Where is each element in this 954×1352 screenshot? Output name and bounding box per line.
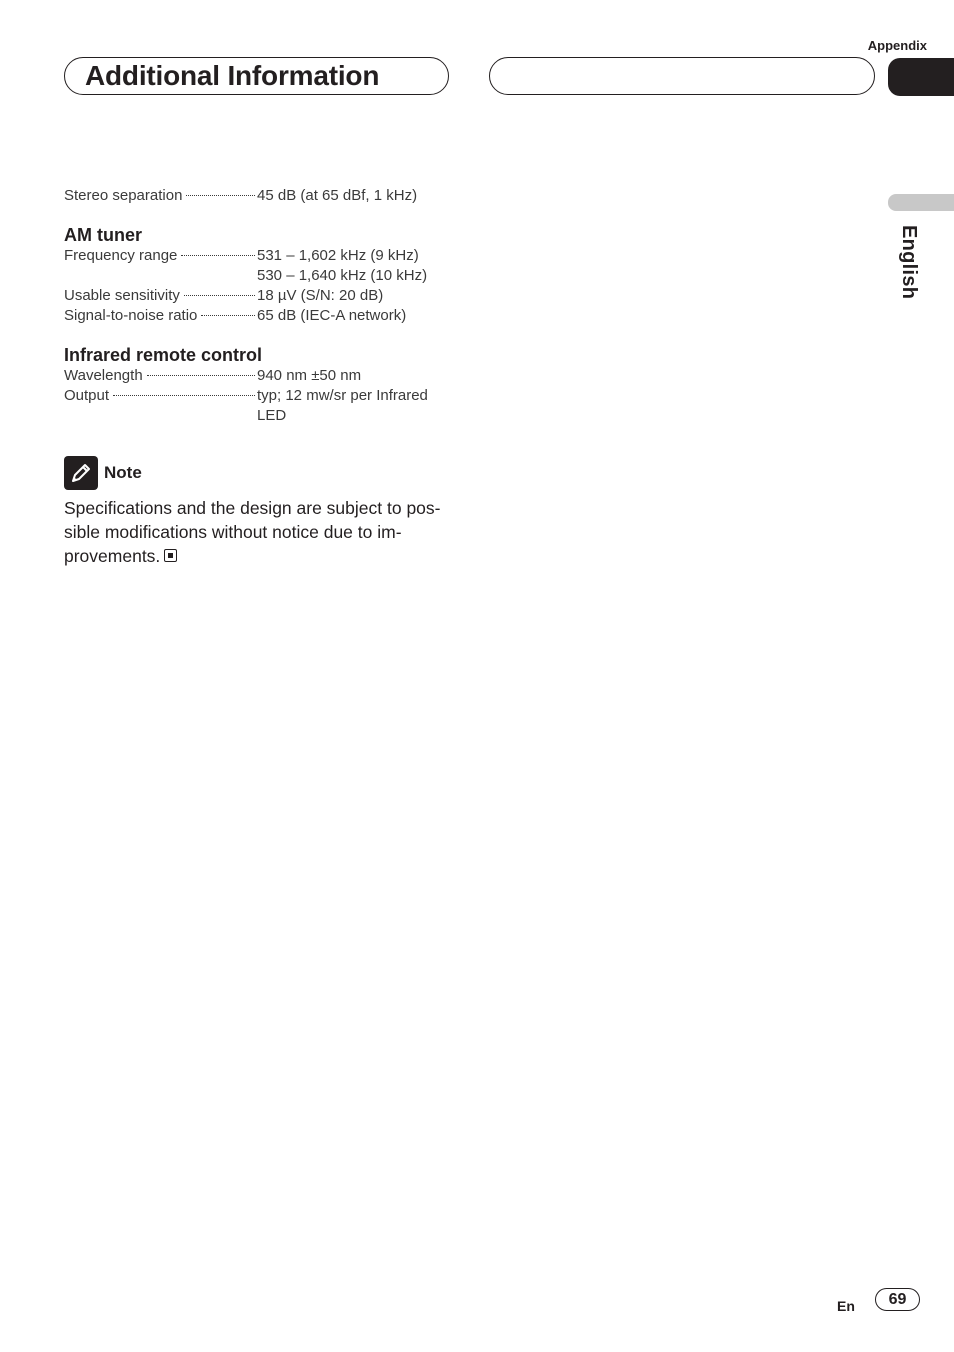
spec-value-line: 940 nm ±50 nm bbox=[257, 367, 362, 384]
spec-value-line: 531 – 1,602 kHz (9 kHz) bbox=[257, 247, 419, 264]
dot-leader bbox=[181, 255, 255, 256]
note-title: Note bbox=[104, 463, 142, 482]
page-number: 69 bbox=[875, 1288, 920, 1311]
header-empty-box bbox=[489, 57, 875, 95]
dot-leader bbox=[184, 295, 255, 296]
am-tuner-heading: AM tuner bbox=[64, 225, 142, 245]
spec-value bbox=[257, 366, 449, 386]
language-tab bbox=[888, 194, 954, 211]
section-tab bbox=[888, 58, 954, 96]
spec-label-text: Stereo separation bbox=[64, 187, 183, 204]
spec-list-top bbox=[64, 186, 449, 206]
dot-leader bbox=[201, 315, 255, 316]
spec-value-line: 530 – 1,640 kHz (10 kHz) bbox=[257, 267, 428, 284]
spec-value bbox=[257, 246, 449, 286]
spec-row bbox=[64, 246, 449, 286]
spec-value-line: 65 dB (IEC-A network) bbox=[257, 307, 407, 324]
footer-language-code: En bbox=[837, 1298, 855, 1314]
spec-label bbox=[64, 286, 257, 306]
spec-list-infrared bbox=[64, 366, 449, 426]
spec-list-am-tuner bbox=[64, 246, 449, 326]
spec-value bbox=[257, 286, 449, 306]
spec-row bbox=[64, 286, 449, 306]
pencil-icon bbox=[64, 456, 98, 490]
spec-value bbox=[257, 386, 449, 426]
dot-leader bbox=[186, 195, 255, 196]
spec-row bbox=[64, 366, 449, 386]
note-text: Specifications and the design are subject to pos-sible modifications without notice due to im-provements. bbox=[64, 498, 441, 566]
spec-value bbox=[257, 306, 449, 326]
spec-value-line: 18 µV (S/N: 20 dB) bbox=[257, 287, 384, 304]
spec-label bbox=[64, 386, 257, 426]
page-title: Additional Information bbox=[85, 60, 380, 91]
spec-row bbox=[64, 306, 449, 326]
infrared-heading: Infrared remote control bbox=[64, 345, 263, 365]
spec-label bbox=[64, 366, 257, 386]
spec-label bbox=[64, 246, 257, 286]
spec-label-text: Usable sensitivity bbox=[64, 287, 180, 304]
spec-row bbox=[64, 386, 449, 426]
spec-label-text: Frequency range bbox=[64, 247, 178, 264]
title-box bbox=[64, 57, 449, 95]
spec-label-text: Signal-to-noise ratio bbox=[64, 307, 198, 324]
section-label: Appendix bbox=[867, 38, 927, 53]
spec-value-line: typ; 12 mw/sr per Infrared bbox=[257, 387, 428, 404]
end-mark-icon bbox=[164, 549, 177, 562]
note-body bbox=[64, 496, 449, 568]
spec-value bbox=[257, 186, 449, 206]
spec-label bbox=[64, 186, 257, 206]
spec-row bbox=[64, 186, 449, 206]
dot-leader bbox=[147, 375, 255, 376]
spec-label-text: Output bbox=[64, 387, 110, 404]
spec-value-line: LED bbox=[257, 407, 287, 424]
main-content bbox=[64, 186, 449, 568]
spec-value-line: 45 dB (at 65 dBf, 1 kHz) bbox=[257, 187, 418, 204]
dot-leader bbox=[113, 395, 255, 396]
note-header bbox=[64, 456, 449, 490]
language-label: English bbox=[898, 225, 920, 300]
spec-label bbox=[64, 306, 257, 326]
spec-label-text: Wavelength bbox=[64, 367, 143, 384]
